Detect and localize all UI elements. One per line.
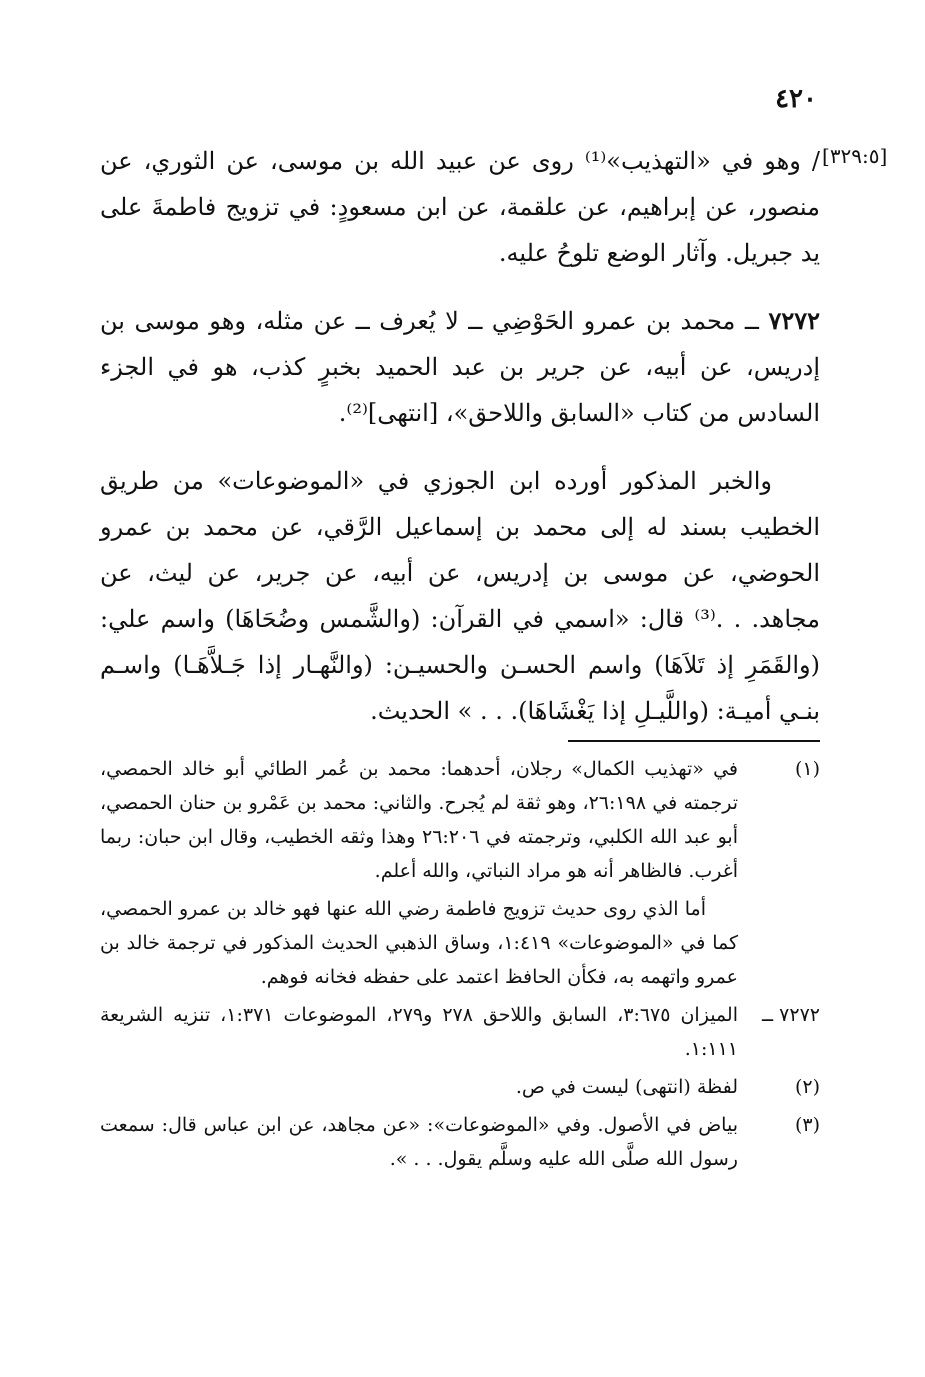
margin-volume-marker: [٣٢٩:٥]	[822, 144, 888, 168]
footnote-number: (١)	[794, 758, 820, 780]
footnote-text: الميزان ٣:٦٧٥، السابق واللاحق ٢٧٨ و٢٧٩، الموضوعات ١:٣٧١، تنزيه الشريعة ١:١١١.	[100, 1004, 738, 1060]
page-number: ٤٢٠	[775, 84, 817, 114]
footnotes	[100, 752, 820, 1180]
footnote-body	[100, 1108, 738, 1176]
footnote-text: لفظة (انتهى) ليست في ص.	[515, 1076, 738, 1098]
footnote-body	[100, 752, 738, 994]
footnote-separator	[568, 740, 820, 742]
footnote-text: في «تهذيب الكمال» رجلان، أحدهما: محمد بن عُمر الطائي أبو خالد الحمصي، ترجمته في ٢٦:١٩٨، وهو ثقة لم يُجرح. والثاني: محمد بن عَمْرو بن حنان الحمصي، أبو عبد الله الكلبي، وترجمته في ٢٦:٢٠٦ وهذا وثقه الخطيب، وقال ابن حبان: ربما أغرب. فالظاهر أنه هو مراد النباتي، والله أعلم.	[100, 758, 738, 882]
paragraph-entry-7272	[100, 298, 820, 436]
main-text	[100, 138, 820, 756]
footnote-number: (٣)	[794, 1114, 820, 1136]
footnote-number: (٢)	[794, 1076, 820, 1098]
footnote-text: بياض في الأصول. وفي «الموضوعات»: «عن مجاهد، عن ابن عباس قال: سمعت رسول الله صلَّى الله عليه وسلَّم يقول. . . ».	[100, 1114, 738, 1170]
paragraph-commentary: والخبر المذكور أورده ابن الجوزي في «الموضوعات» من طريق الخطيب بسند له إلى محمد بن إسماعيل الرَّقي، عن محمد بن عمرو الحوضي، عن موسى بن إدريس، عن أبيه، عن جرير، عن ليث، عن مجاهد. . .⁽³⁾ قال: «اسمي في القرآن: (والشَّمس وضُحَاهَا) واسم علي: (والقَمَرِ إذ تَلاَهَا) واسم الحسـن والحسيـن: (والنَّهـار إذا جَـلاَّهَـا) واسـم بنـي أميـة: (واللَّيـلِ إذا يَغْشَاهَا). . . » الحديث.	[100, 467, 820, 725]
footnote-3	[100, 1108, 820, 1176]
footnote-body	[100, 1070, 738, 1104]
footnote-7272	[100, 998, 820, 1066]
footnote-number: ٧٢٧٢ ــ	[761, 1004, 820, 1026]
entry-number: ٧٢٧٢	[768, 306, 820, 335]
footnote-body	[100, 998, 738, 1066]
footnote-text-continued: أما الذي روى حديث تزويج فاطمة رضي الله عنها فهو خالد بن عمرو الحمصي، كما في «الموضوعات» ١:٤١٩، وساق الذهبي الحديث المذكور في ترجمة خالد بن عمرو واتهمه به، فكأن الحافظ اعتمد على حفظه فخانه فوهم.	[100, 898, 739, 988]
entry-text: ــ محمد بن عمرو الحَوْضِي ــ لا يُعرف ــ عن مثله، وهو موسى بن إدريس، عن أبيه، عن جرير بن عبد الحميد بخبرٍ كذب، هو في الجزء السادس من كتاب «السابق واللاحق»، [انتهى]⁽²⁾.	[100, 307, 820, 427]
footnote-2	[100, 1070, 820, 1104]
footnote-1	[100, 752, 820, 994]
paragraph-intro: / وهو في «التهذيب»⁽¹⁾ روى عن عبيد الله بن موسى، عن الثوري، عن منصور، عن إبراهيم، عن علقمة، عن ابن مسعودٍ: في تزويج فاطمةَ على يد جبريل. وآثار الوضع تلوحُ عليه.	[100, 147, 820, 267]
